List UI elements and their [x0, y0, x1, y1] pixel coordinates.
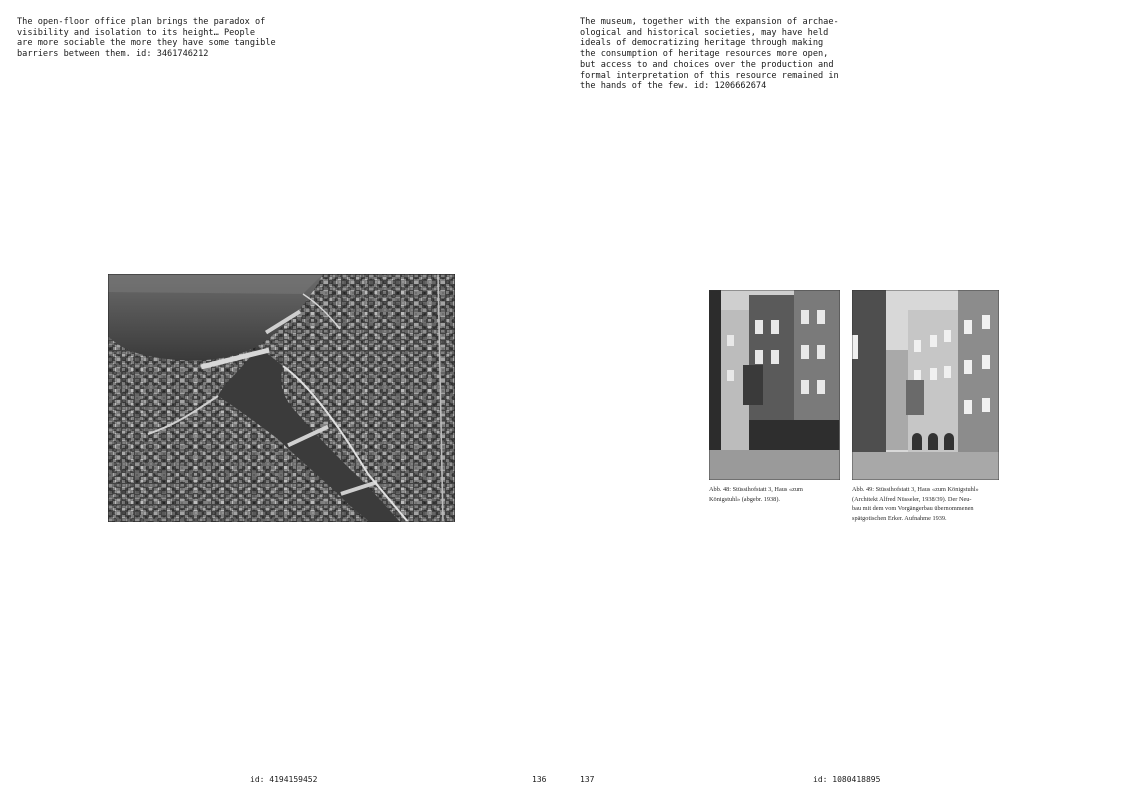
aerial-city-photo	[108, 274, 455, 522]
right-quote: The museum, together with the expansion of archae- ological and historical societies, may have held ideals of democratizing heritage through making the consumption of heritage resources more open, but access to and choices over the production and formal interpretation of this resource remained in the hands of the few. id: 1206662674	[580, 17, 839, 92]
figure-48-caption: Abb. 48: Stüssihofstatt 3, Haus «zum Königstuhl» (abgebr. 1938).	[709, 486, 803, 503]
street-photo-koenigstuhl-old	[709, 290, 840, 480]
left-page-number: 136	[532, 775, 547, 784]
figure-49-caption: Abb. 49: Stüssihofstatt 3, Haus «zum Königstuhl» (Architekt Alfred Nüsseler, 1938/39). Der Neu- bau mit dem vom Vorgängerbau übernommenen spätgotischen Erker. Aufnahme 1939.	[852, 486, 979, 523]
right-footer-id: id: 1080418895	[813, 775, 881, 784]
right-page-number: 137	[580, 775, 595, 784]
left-quote: The open-floor office plan brings the paradox of visibility and isolation to its height… People are more sociable the more they have some tangible barriers between them. id: 3461746212	[17, 17, 276, 60]
street-photo-koenigstuhl-new	[852, 290, 999, 480]
left-footer-id: id: 4194159452	[250, 775, 318, 784]
